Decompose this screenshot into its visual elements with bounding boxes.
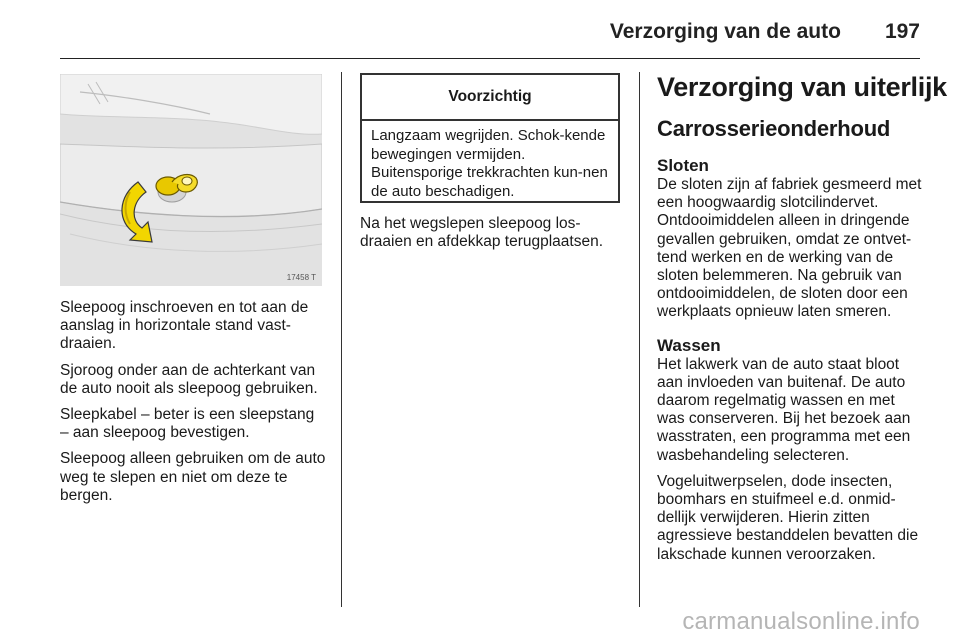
header-rule [60,58,920,59]
watermark: carmanualsonline.info [682,608,920,635]
section-title: Verzorging van uiterlijk [657,72,947,102]
header-title: Verzorging van de auto [609,20,841,43]
paragraph: Het lakwerk van de auto staat bloot aan invloeden van buitenaf. De auto daarom regelmatig wassen en met was conserveren. Bij het bezoek aan wasstraten, een programma met een wasbehandeling selecteren. [657,355,911,464]
figure-number: 17458 T [286,273,316,282]
caution-title: Voorzichtig [362,75,618,121]
subsection-title: Carrosserieonderhoud [657,116,891,141]
paragraph: Sleepoog inschroeven en tot aan de aanslag in horizontale stand vast-draaien. [60,299,309,353]
paragraph: De sloten zijn af fabriek gesmeerd met een hoogwaardig slotcilindervet. Ontdooimiddelen alleen in dringende gevallen gebruiken, omdat ze ontvet-tend werken en de werking van de sloten belemmeren. Na gebruik van ontdooimiddelen, de sloten door een werkplaats opnieuw laten smeren. [657,176,922,321]
heading-wassen: Wassen [657,335,721,355]
tow-eye-drawing [60,74,322,286]
paragraph: Na het wegslepen sleepoog los-draaien en afdekkap terugplaatsen. [360,215,604,251]
page-number: 197 [884,20,920,43]
column-divider-left [341,72,342,607]
tow-eye-illustration [60,74,322,286]
heading-sloten: Sloten [657,156,709,175]
left-column-text [60,299,326,513]
page-header [610,14,920,50]
caution-text: Langzaam wegrijden. Schok-kende bewegingen vermijden. Buitensporige trekkrachten kun-nen de auto beschadigen. [371,127,608,200]
column-divider-right [639,72,640,607]
paragraph: Sjoroog onder aan de achterkant van de auto nooit als sleepoog gebruiken. [60,361,318,397]
caution-box [360,73,620,203]
paragraph: Vogeluitwerpselen, dode insecten, boomhars en stuifmeel e.d. onmid-dellijk verwijderen. Hierin zitten agressieve bestanddelen bevatten die lakschade kunnen veroorzaken. [657,472,919,563]
middle-column-text [360,215,622,259]
paragraph: Sleepkabel – beter is een sleepstang – aan sleepoog bevestigen. [60,406,315,442]
paragraph: Sleepoog alleen gebruiken om de auto weg te slepen en niet om deze te bergen. [60,450,326,504]
right-column-text [657,156,925,572]
